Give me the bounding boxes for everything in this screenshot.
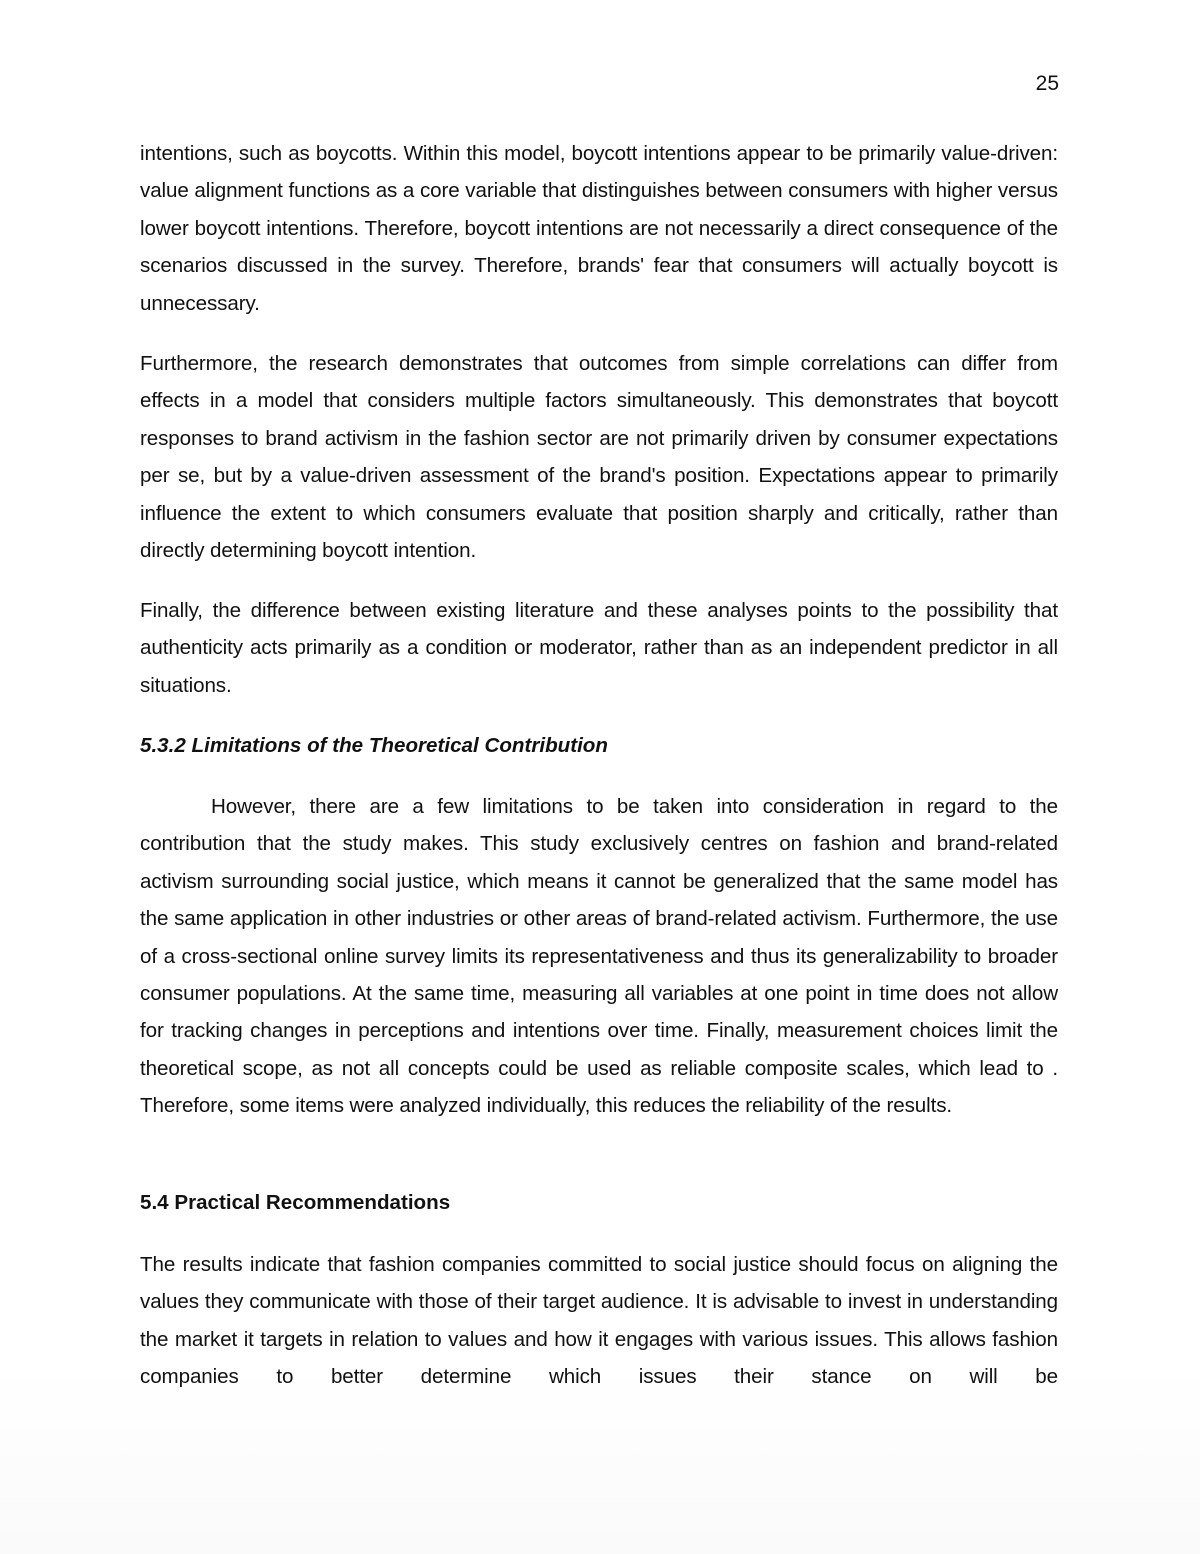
section-heading-practical-recommendations: 5.4 Practical Recommendations	[140, 1191, 451, 1214]
paragraph-authenticity-moderator: Finally, the difference between existing literature and these analyses points to the possibility that authenticity acts primarily as a condition or moderator, rather than as an independent predictor in all situations.	[140, 599, 1058, 697]
paragraph-boycott-intentions: intentions, such as boycotts. Within this model, boycott intentions appear to be primarily value-driven: value alignment functions as a core variable that distinguishes between consumers with higher versus lower boycott intentions. Therefore, boycott intentions are not necessarily a direct consequence of the scenarios discussed in the survey. Therefore, brands' fear that consumers will actually boycott is unnecessary.	[140, 142, 1058, 315]
section-heading-limitations: 5.3.2 Limitations of the Theoretical Contribution	[140, 734, 608, 757]
page-number: 25	[1035, 72, 1059, 95]
paragraph-practical-recommendations: The results indicate that fashion companies committed to social justice should focus on aligning the values they communicate with those of their target audience. It is advisable to invest in understanding the market it targets in relation to values and how it engages with various issues. This allows fashion companies to better determine which issues their stance on will be	[140, 1253, 1058, 1389]
paragraph-correlations-vs-model: Furthermore, the research demonstrates that outcomes from simple correlations can differ from effects in a model that considers multiple factors simultaneously. This demonstrates that boycott responses to brand activism in the fashion sector are not primarily driven by consumer expectations per se, but by a value-driven assessment of the brand's position. Expectations appear to primarily influence the extent to which consumers evaluate that position sharply and critically, rather than directly determining boycott intention.	[140, 352, 1058, 563]
paragraph-limitations: However, there are a few limitations to be taken into consideration in regard to the contribution that the study makes. This study exclusively centres on fashion and brand-related activism surrounding social justice, which means it cannot be generalized that the same model has the same application in other industries or other areas of brand-related activism. Furthermore, the use of a cross-sectional online survey limits its representativeness and thus its generalizability to broader consumer populations. At the same time, measuring all variables at one point in time does not allow for tracking changes in perceptions and intentions over time. Finally, measurement choices limit the theoretical scope, as not all concepts could be used as reliable composite scales, which lead to . Therefore, some items were analyzed individually, this reduces the reliability of the results.	[140, 795, 1058, 1118]
